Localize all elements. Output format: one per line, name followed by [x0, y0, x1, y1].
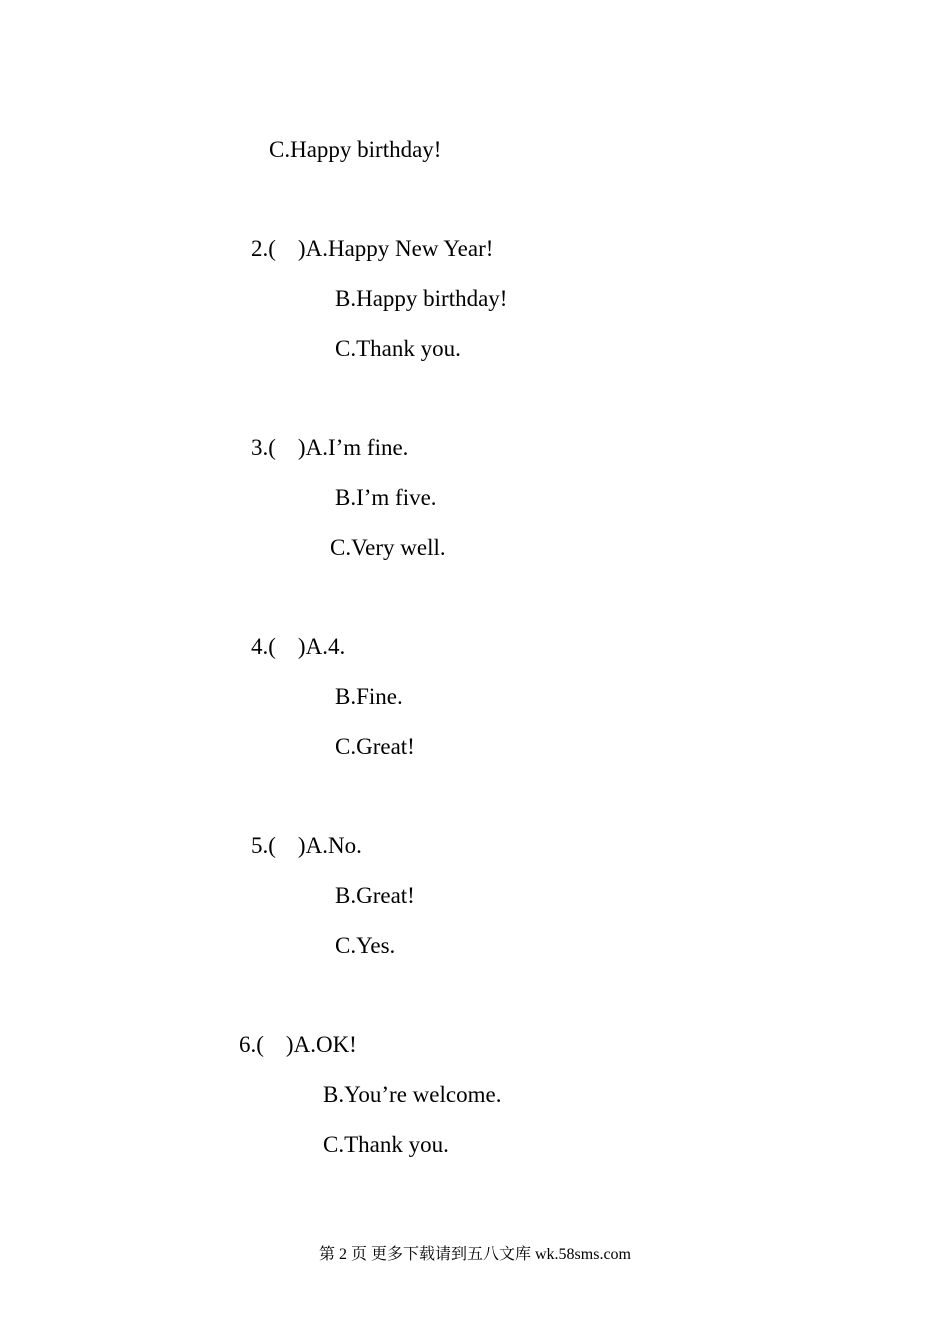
option-c: C.Great!: [335, 734, 415, 759]
answer-bracket-close: ): [297, 833, 306, 858]
answer-bracket-close: ): [297, 634, 306, 659]
option-a: A.Happy New Year!: [305, 236, 494, 261]
option-a: A.No.: [305, 833, 362, 858]
answer-bracket-close: ): [297, 236, 306, 261]
question-3: [251, 434, 408, 462]
option-b: B.I’m five.: [335, 485, 437, 510]
option-c: C.Very well.: [330, 535, 446, 560]
option-a: A.OK!: [293, 1032, 357, 1057]
answer-bracket-close: ): [285, 1032, 294, 1057]
option-a: A.4.: [305, 634, 346, 659]
option-a: A.I’m fine.: [305, 435, 409, 460]
option-c-previous: C.Happy birthday!: [269, 137, 442, 162]
question-number: 2.(: [251, 236, 276, 261]
page-footer: 第 2 页 更多下载请到五八文库 wk.58sms.com: [318, 1246, 631, 1263]
question-2: [251, 235, 493, 263]
question-4: [251, 633, 345, 661]
question-number: 5.(: [251, 833, 276, 858]
option-b: B.Happy birthday!: [335, 286, 508, 311]
option-c: C.Thank you.: [323, 1132, 449, 1157]
question-number: 4.(: [251, 634, 276, 659]
question-6: [239, 1031, 357, 1059]
question-number: 3.(: [251, 435, 276, 460]
option-b: B.Great!: [335, 883, 415, 908]
option-c: C.Yes.: [335, 933, 396, 958]
question-number: 6.(: [239, 1032, 264, 1057]
answer-bracket-close: ): [297, 435, 306, 460]
option-c: C.Thank you.: [335, 336, 461, 361]
option-b: B.Fine.: [335, 684, 403, 709]
option-b: B.You’re welcome.: [323, 1082, 502, 1107]
question-5: [251, 832, 362, 860]
